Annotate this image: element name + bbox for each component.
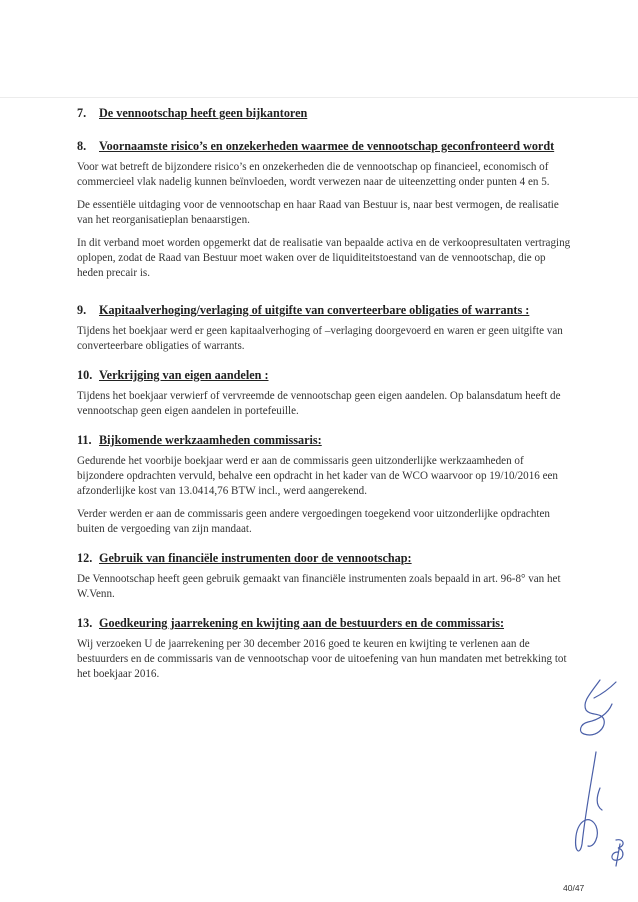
section-title: Bijkomende werkzaamheden commissaris: xyxy=(99,433,322,447)
signature-initials-2 xyxy=(570,748,610,860)
section-10 xyxy=(77,368,572,419)
section-heading xyxy=(77,616,572,631)
paragraph: De essentiële uitdaging voor de vennootschap en haar Raad van Bestuur is, naar best vermogen, de realisatie van het reorganisatieplan benaarstigen. xyxy=(77,199,559,226)
section-title: Voornaamste risico’s en onzekerheden waarmee de vennootschap geconfronteerd wordt xyxy=(99,139,555,153)
section-heading xyxy=(77,551,572,566)
paragraph: Tijdens het boekjaar werd er geen kapitaalverhoging of –verlaging doorgevoerd en waren er geen uitgifte van converteerbare obligaties of warrants. xyxy=(77,325,563,352)
section-number: 8. xyxy=(77,139,87,153)
section-13 xyxy=(77,616,572,682)
section-title: Gebruik van financiële instrumenten door de vennootschap: xyxy=(99,551,412,565)
section-number: 13. xyxy=(77,616,93,630)
section-heading xyxy=(77,106,572,121)
section-11 xyxy=(77,433,572,537)
section-number: 12. xyxy=(77,551,93,565)
section-heading xyxy=(77,303,572,318)
section-number: 9. xyxy=(77,303,87,317)
section-title: Verkrijging van eigen aandelen : xyxy=(99,368,269,382)
section-title: De vennootschap heeft geen bijkantoren xyxy=(99,106,308,120)
paragraph: Verder werden er aan de commissaris geen andere vergoedingen toegekend voor uitzonderlijke opdrachten buiten de vergoeding van zijn mandaat. xyxy=(77,508,550,535)
paragraph: Gedurende het voorbije boekjaar werd er aan de commissaris geen uitzonderlijke werkzaamheden of bijzondere opdrachten vervuld, behalve een opdracht in het kader van de WCO waarvoor op 19/10/2016 een afzonderlijke kost van 13.0414,76 BTW incl., werd aangerekend. xyxy=(77,455,558,497)
section-number: 10. xyxy=(77,368,93,382)
paragraph: Voor wat betreft de bijzondere risico’s en onzekerheden die de vennootschap op financieel, economisch of commercieel vlak nadelig kunnen beïnvloeden, wordt verwezen naar de uiteenzetting onder punten 4 en 5. xyxy=(77,161,550,188)
page-top-divider xyxy=(0,97,638,98)
paragraph: Tijdens het boekjaar verwierf of vervreemde de vennootschap geen eigen aandelen. Op balansdatum heeft de vennootschap geen eigen aandelen in portefeuille. xyxy=(77,390,561,417)
paragraph: Wij verzoeken U de jaarrekening per 30 december 2016 goed te keuren en kwijting te verlenen aan de bestuurders en de commissaris van de vennootschap voor de uitoefening van hun mandaten met betrekking tot het boekjaar 2016. xyxy=(77,638,567,680)
section-heading xyxy=(77,368,572,383)
section-title: Goedkeuring jaarrekening en kwijting aan de bestuurders en de commissaris: xyxy=(99,616,505,630)
section-number: 11. xyxy=(77,433,92,447)
page-number: 40/47 xyxy=(563,883,585,893)
paragraph: De Vennootschap heeft geen gebruik gemaakt van financiële instrumenten zoals bepaald in art. 96-8° van het W.Venn. xyxy=(77,573,561,600)
section-7 xyxy=(77,106,572,121)
section-9 xyxy=(77,303,572,354)
section-heading xyxy=(77,139,572,154)
section-number: 7. xyxy=(77,106,87,120)
signature-initials-1 xyxy=(572,676,622,744)
paragraph: In dit verband moet worden opgemerkt dat de realisatie van bepaalde activa en de verkoopresultaten vertraging oplopen, zodat de Raad van Bestuur moet waken over de liquiditeitstoestand van de vennootschap, die op heden precair is. xyxy=(77,237,571,279)
section-12 xyxy=(77,551,572,602)
section-heading xyxy=(77,433,572,448)
document-body xyxy=(77,106,572,691)
signature-initials-3 xyxy=(608,836,630,868)
section-8 xyxy=(77,139,572,281)
section-title: Kapitaalverhoging/verlaging of uitgifte van converteerbare obligaties of warrants : xyxy=(99,303,530,317)
